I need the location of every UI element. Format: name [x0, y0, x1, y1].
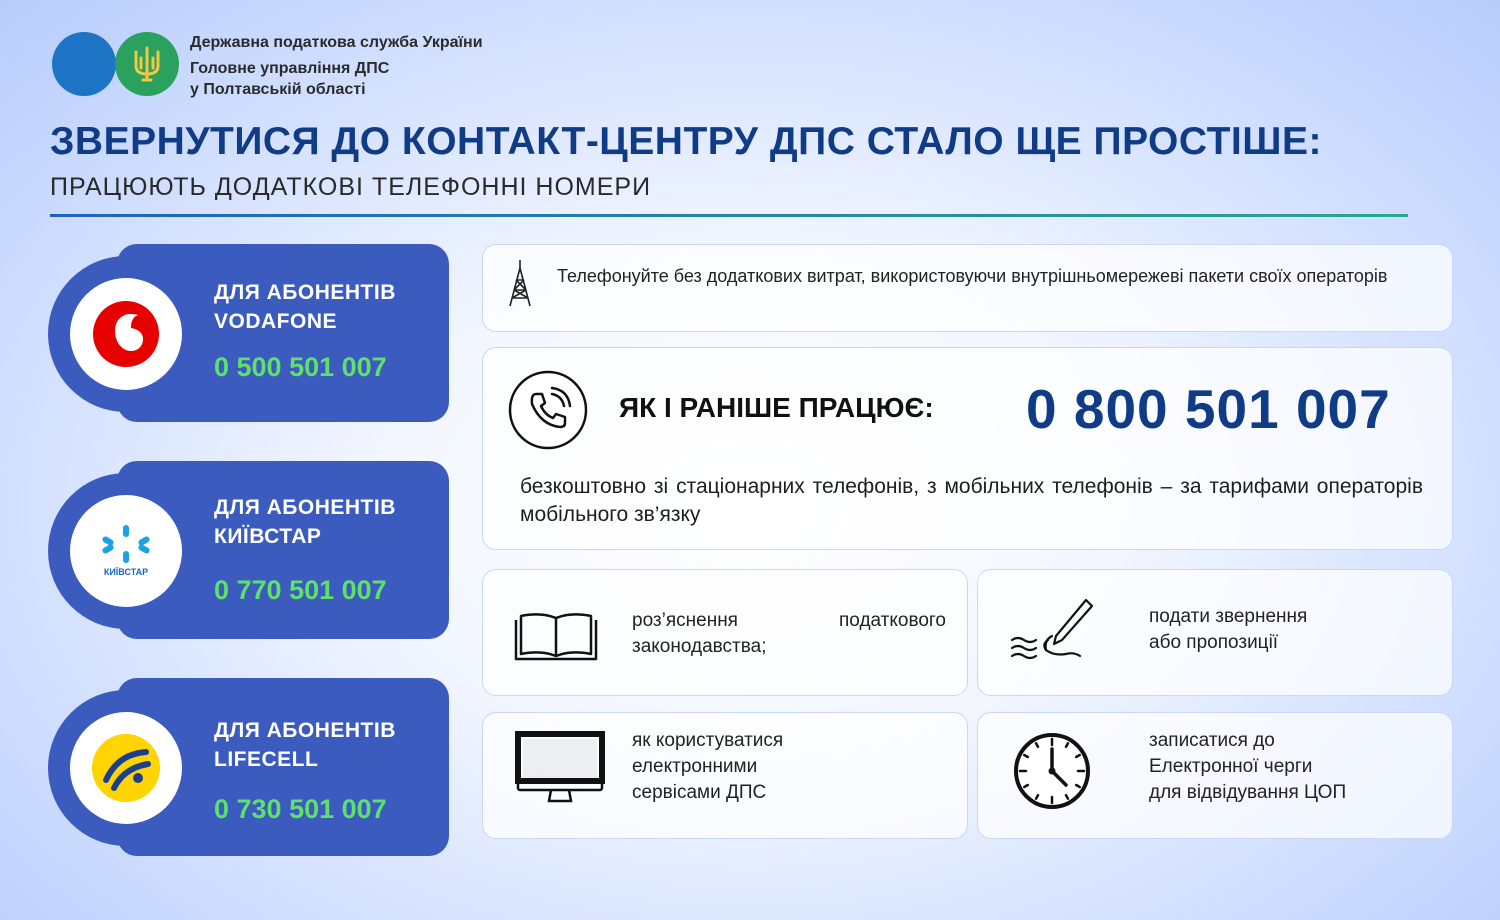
kyivstar-logo-text: КИЇВСТАР [103, 567, 149, 577]
organization-name [190, 32, 483, 100]
main-phone-note: безкоштовно зі стаціонарних телефонів, з мобільних телефонів – за тарифами операторів мобільного зв’язку [520, 475, 1423, 526]
vodafone-logo-circle [48, 256, 204, 412]
writing-hand-icon [1008, 596, 1100, 666]
org-line-2: Головне управління ДПС [190, 60, 390, 77]
vodafone-label [214, 278, 396, 336]
vodafone-phone[interactable]: 0 500 501 007 [214, 352, 387, 382]
service-queue-text [1149, 728, 1346, 806]
free-calls-card [482, 244, 1453, 332]
vodafone-logo-icon [91, 299, 161, 369]
service-eservices-text [632, 728, 783, 806]
lifecell-logo-icon [90, 732, 162, 804]
page-subtitle: ПРАЦЮЮТЬ ДОДАТКОВІ ТЕЛЕФОННІ НОМЕРИ [50, 173, 652, 201]
service-eservices-line1: як користуватися [632, 730, 784, 751]
clock-icon [1012, 731, 1092, 811]
lifecell-label-line1: ДЛЯ АБОНЕНТІВ [214, 719, 396, 742]
main-phone-label: ЯК І РАНІШЕ ПРАЦЮЄ: [619, 392, 934, 423]
kyivstar-logo-circle [48, 473, 204, 629]
lifecell-label [214, 716, 396, 774]
kyivstar-label-line1: ДЛЯ АБОНЕНТІВ [214, 496, 396, 519]
phone-call-icon [508, 370, 588, 450]
dps-logo-blue-circle [52, 32, 116, 96]
kyivstar-label-line2: КИЇВСТАР [214, 525, 322, 548]
lifecell-logo-circle [48, 690, 204, 846]
service-queue-line2: Електронної черги [1149, 756, 1313, 777]
service-eservices-line2: електронними [632, 756, 758, 777]
kyivstar-label [214, 493, 396, 551]
kyivstar-star-icon [101, 525, 151, 563]
service-appeal-line1: подати звернення [1149, 606, 1308, 627]
lifecell-label-line2: LIFECELL [214, 748, 319, 771]
lifecell-phone[interactable]: 0 730 501 007 [214, 794, 387, 824]
book-icon [513, 610, 599, 662]
service-appeal-text [1149, 604, 1307, 656]
main-phone-number[interactable]: 0 800 501 007 [1026, 378, 1391, 440]
free-calls-text: Телефонуйте без додаткових витрат, використовуючи внутрішньомережеві пакети своїх операторів [557, 266, 1388, 286]
service-eservices-line3: сервісами ДПС [632, 782, 767, 803]
kyivstar-phone[interactable]: 0 770 501 007 [214, 575, 387, 605]
org-line-1: Державна податкова служба України [190, 34, 483, 51]
service-queue-line1: записатися до [1149, 730, 1275, 751]
service-appeal-line2: або пропозиції [1149, 632, 1279, 653]
vodafone-label-line1: ДЛЯ АБОНЕНТІВ [214, 281, 396, 304]
monitor-icon [515, 731, 605, 805]
service-queue-line3: для відвідування ЦОП [1149, 782, 1347, 803]
title-divider [50, 214, 1408, 217]
page-title: ЗВЕРНУТИСЯ ДО КОНТАКТ-ЦЕНТРУ ДПС СТАЛО ЩЕ ПРОСТІШЕ: [50, 120, 1322, 163]
radio-tower-icon [506, 258, 534, 308]
trident-emblem-icon [115, 32, 179, 96]
service-legislation-text: роз’яснення податкового законодавства; [632, 610, 946, 657]
vodafone-label-line2: VODAFONE [214, 310, 338, 333]
org-line-3: у Полтавській області [190, 81, 366, 98]
